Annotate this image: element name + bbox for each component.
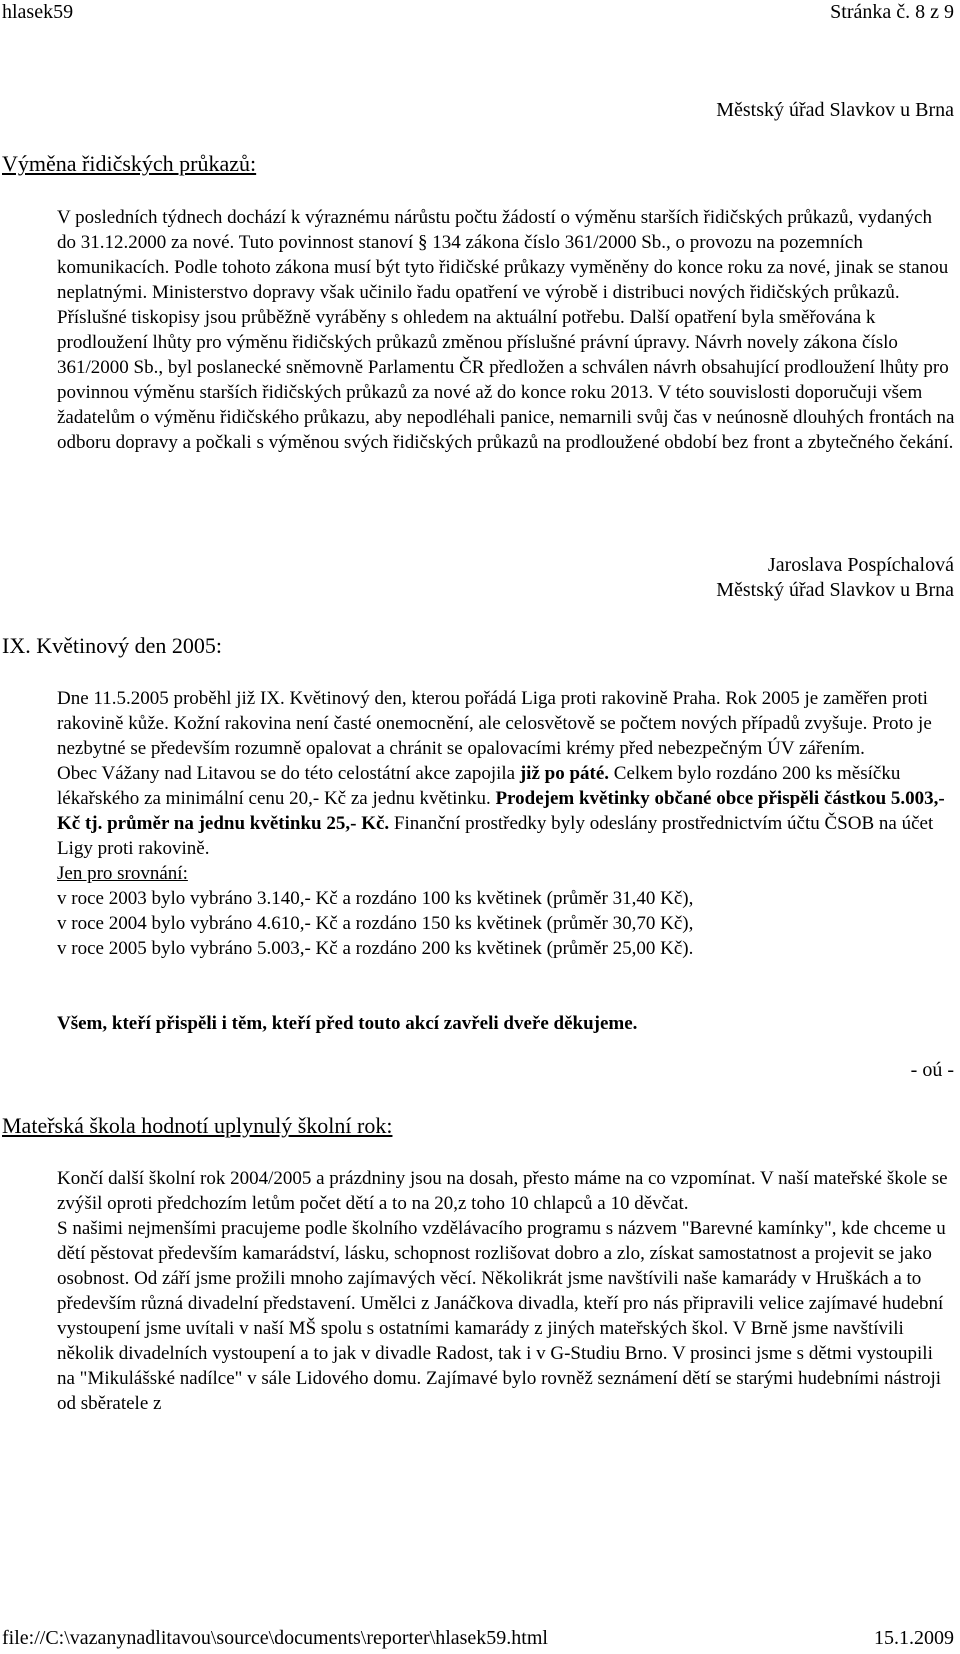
p2-text-a: Obec Vážany nad Litavou se do této celostátní akce zapojila (57, 763, 520, 784)
section3-title: Mateřská škola hodnotí uplynulý školní rok: (2, 1113, 393, 1138)
compare-line-2003: v roce 2003 bylo vybráno 3.140,- Kč a rozdáno 100 ks květinek (průměr 31,40 Kč), (57, 888, 694, 909)
p2-text-c: Celkem bylo rozdáno 200 ks měsíčku lékařského za minimální cenu 20,- Kč za jednu květinku. (57, 763, 901, 809)
p2-bold-b: již po páté. (519, 763, 610, 784)
compare-label: Jen pro srovnání: (57, 863, 188, 884)
section2-paragraph-2 (57, 761, 955, 861)
p2-text-e: Finanční prostředky byly odeslány prostřednictvím účtu ČSOB na účet Ligy proti rakovině. (57, 813, 934, 859)
section2-paragraph-1: Dne 11.5.2005 proběhl již IX. Květinový den, kterou pořádá Liga proti rakovině Praha. Rok 2005 je zaměřen proti rakovině kůže. Kožní rakovina není časté onemocnění, ale celosvětově se počtem nových případů zvyšuje. Proto je nezbytné se především rozumně opalovat a chránit se opalovacími krémy před nebezpečným ÚV zářením. (57, 688, 932, 759)
section2-thanks-block (57, 1011, 955, 1036)
p2-bold-d: Prodejem květinky občané obce přispěli částkou 5.003,- Kč tj. průměr na jednu květinku 25,- Kč. (57, 788, 945, 834)
header-doc-name: hlasek59 (2, 1, 74, 23)
section3-paragraph-1: Končí další školní rok 2004/2005 a prázdniny jsou na dosah, přesto máme na co vzpomínat. V naší mateřské škole se zvýšil oproti předchozím letům počet dětí a to na 20,z toho 10 chlapců a 10 děvčat. (57, 1168, 948, 1214)
section1-title: Výměna řidičských průkazů: (2, 151, 257, 176)
footer-file-path: file://C:\vazanynadlitavou\source\documents\reporter\hlasek59.html (2, 1627, 548, 1649)
footer-date: 15.1.2009 (874, 1627, 954, 1649)
section2-thanks: Všem, kteří přispěli i těm, kteří před touto akcí zavřeli dveře děkujeme. (57, 1013, 638, 1034)
section1-author-org: Městský úřad Slavkov u Brna (716, 99, 954, 121)
section1-body (57, 205, 955, 455)
section2-signature: - oú - (910, 1059, 954, 1081)
compare-line-2005: v roce 2005 bylo vybráno 5.003,- Kč a rozdáno 200 ks květinek (průměr 25,00 Kč). (57, 938, 694, 959)
section1-signature-name: Jaroslava Pospíchalová (767, 554, 954, 576)
section1-paragraph: V posledních týdnech dochází k výraznému nárůstu počtu žádostí o výměnu starších řidičských průkazů, vydaných do 31.12.2000 za nové. Tuto povinnost stanoví § 134 zákona číslo 361/2000 Sb., o provozu na pozemních komunikacích. Podle tohoto zákona musí být tyto řidičské průkazy vyměněny do konce roku za nové, jinak se stanou neplatnými. Ministerstvo dopravy však učinilo řadu opatření ve výrobě i distribuci nových řidičských průkazů. Příslušné tiskopisy jsou průběžně vyráběny s ohledem na aktuální potřebu. Další opatření byla směřována k prodloužení lhůty pro výměnu řidičských průkazů změnou příslušné právní úpravy. Návrh novely zákona číslo 361/2000 Sb., byl poslanecké sněmovně Parlamentu ČR předložen a schválen návrh obsahující prodloužení lhůty pro povinnou výměnu starších řidičských průkazů za nové až do konce roku 2013. V této souvislosti doporučuji všem žadatelům o výměnu řidičského průkazu, aby nepodléhali panice, nemarnili svůj čas v neúnosně dlouhých frontách na odboru dopravy a počkali s výměnou svých řidičských průkazů na prodloužené období bez front a zbytečného čekání. (57, 207, 955, 453)
section3-body (57, 1166, 955, 1416)
section2-body (57, 686, 955, 961)
header-page-number: Stránka č. 8 z 9 (830, 1, 954, 23)
section1-signature-org: Městský úřad Slavkov u Brna (716, 579, 954, 601)
compare-line-2004: v roce 2004 bylo vybráno 4.610,- Kč a rozdáno 150 ks květinek (průměr 30,70 Kč), (57, 913, 694, 934)
section3-paragraph-2: S našimi nejmenšími pracujeme podle školního vzdělávacího programu s názvem "Barevné kamínky", kde chceme u dětí pěstovat především kamarádství, lásku, schopnost rozlišovat dobro a zlo, získat samostatnost a projevit se jako osobnost. Od září jsme prožili mnoho zajímavých věcí. Několikrát jsme navštívili naše kamarády v Hruškách a to především různá divadelní představení. Umělci z Janáčkova divadla, kteří pro nás připravili velice zajímavé hudební vystoupení jsme uvítali v naší MŠ spolu s ostatními kamarády z jiných mateřských škol. V Brně jsme navštívili několik divadelních vystoupení a to jak v divadle Radost, tak i v G-Studiu Brno. V prosinci jsme s dětmi vystoupili na "Mikulášské nadílce" v sále Lidového domu. Zajímavé bylo rovněž seznámení dětí se starými hudebními nástroji od sběratele z (57, 1218, 946, 1414)
section2-title: IX. Květinový den 2005: (2, 633, 222, 658)
